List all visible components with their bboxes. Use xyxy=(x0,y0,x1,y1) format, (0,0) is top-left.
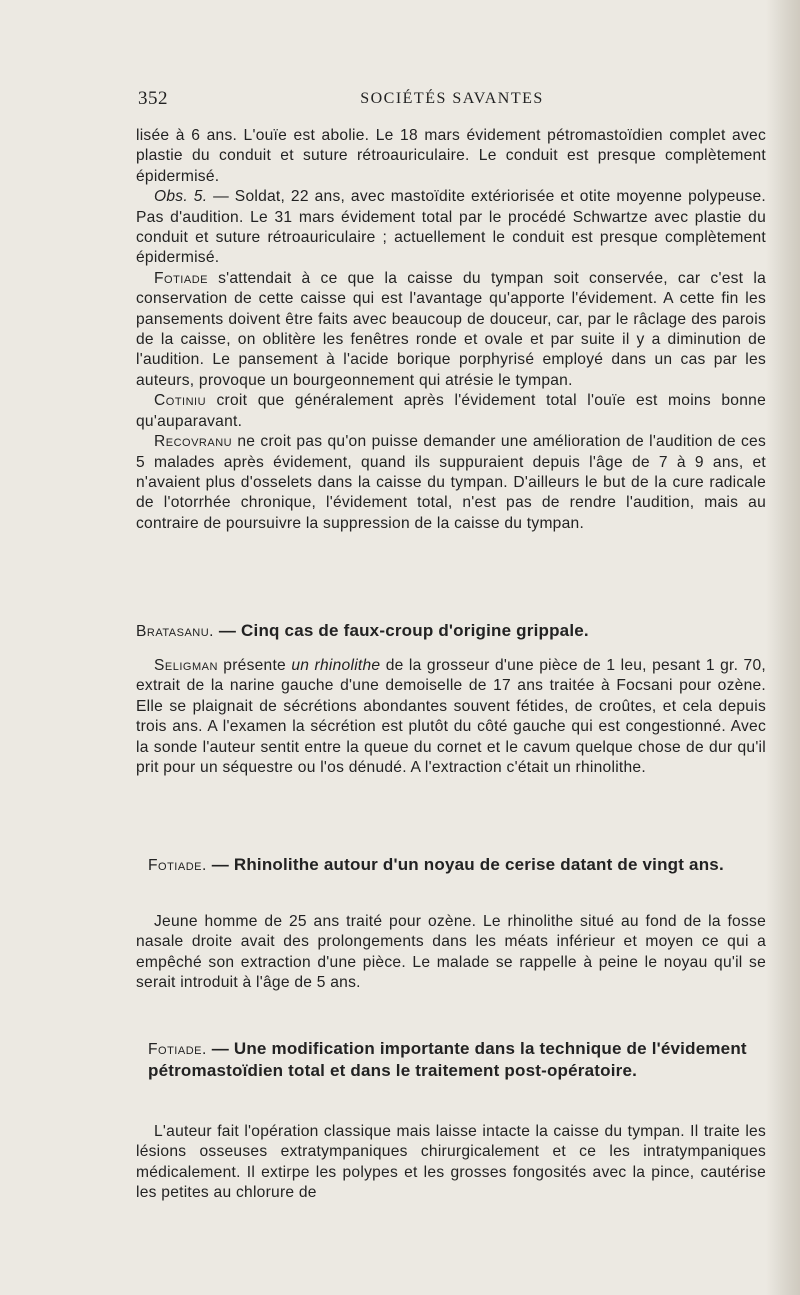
section-bratasanu xyxy=(136,620,766,642)
heading-author: Fotiade. xyxy=(148,857,207,874)
section-fotiade-technique xyxy=(136,1038,766,1082)
paragraph-recovranu-comment xyxy=(136,432,766,534)
obs-label: Obs. 5. xyxy=(154,188,208,206)
paragraph-seligman xyxy=(136,656,766,778)
author-name: Cotiniu xyxy=(154,392,207,410)
page-header xyxy=(138,88,766,112)
paragraph-case-continuation: lisée à 6 ans. L'ouïe est abolie. Le 18 mars évidement pétromastoïdien complet avec plastie du conduit et suture rétroauriculaire. Le conduit est presque complètement épidermisé. xyxy=(136,127,766,185)
section-heading xyxy=(136,1038,766,1082)
paragraph-italic: un rhinolithe xyxy=(291,657,381,674)
author-name: Recovranu xyxy=(154,433,233,451)
paragraph-case: Jeune homme de 25 ans traité pour ozène. Le rhinolithe situé au fond de la fosse nasale droite avait des prolongements dans les méats inférieur et moyen ce qui a empêché son extraction d'une pièce. Le malade se rappelle à peine le noyau qu'il se serait introduit à l'âge de 5 ans. xyxy=(136,913,766,992)
author-name: Fotiade xyxy=(154,269,208,287)
section-fotiade-case xyxy=(136,912,766,994)
heading-title: — Une modification importante dans la technique de l'évidement pétromastoïdien total et dans le traitement post-opératoire. xyxy=(148,1039,747,1080)
paragraph-text: de la grosseur d'une pièce de 1 leu, pesant 1 gr. 70, extrait de la narine gauche d'une demoiselle de 17 ans traitée à Focsani pour ozène. Elle se plaignait de sécrétions abondantes souvent fétides, de croûtes, et cela depuis trois ans. A l'examen la sécrétion est plutôt du côté gauche qui est congestionné. Avec la sonde l'auteur sentit entre la queue du cornet et le cavum quelque chose de dur qu'il prit pour un séquestre ou l'os dénudé. A l'extraction c'était un rhinolithe. xyxy=(136,657,766,777)
running-title: SOCIÉTÉS SAVANTES xyxy=(360,90,544,107)
paragraph-text: croit que généralement après l'évidement total l'ouïe est moins bonne qu'auparavant. xyxy=(136,392,766,430)
page-number: 352 xyxy=(138,88,168,109)
paragraph-fotiade-comment xyxy=(136,269,766,391)
section-technique-text xyxy=(136,1122,766,1204)
page-edge-shadow xyxy=(766,0,800,1295)
heading-title: — Rhinolithe autour d'un noyau de cerise datant de vingt ans. xyxy=(206,855,724,874)
paragraph-obs-5 xyxy=(136,187,766,269)
heading-author: Bratasanu. xyxy=(136,623,214,640)
heading-author: Fotiade. xyxy=(148,1041,207,1058)
paragraph-text: présente xyxy=(217,657,292,674)
paragraph-cotiniu-comment xyxy=(136,391,766,432)
section-heading xyxy=(136,620,766,642)
obs-text: — Soldat, 22 ans, avec mastoïdite extériorisée et otite moyenne polypeuse. Pas d'audition. Le 31 mars évidement total par le procédé Schwartze avec plastie du conduit et suture rétroauriculaire ; actuellement le conduit est presque complètement épidermisé. xyxy=(136,188,766,267)
section-seligman xyxy=(136,656,766,778)
paragraph-technique: L'auteur fait l'opération classique mais laisse intacte la caisse du tympan. Il traite les lésions osseuses extratympaniques chirurgicalement et ce les intratympaniques médicalement. Il extirpe les polypes et les grosses fongosités avec la pince, cautérise les petites au chlorure de xyxy=(136,1123,766,1202)
paragraph-text: ne croit pas qu'on puisse demander une amélioration de l'audition de ces 5 malades après évidement, quand ils suppuraient depuis l'âge de 7 à 9 ans, et n'avaient plus d'osselets dans la caisse du tympan. D'ailleurs le but de la cure radicale de l'otorrhée chronique, l'évidement total, n'est pas de rendre l'audition, mais au contraire de poursuivre la suppression de la caisse du tympan. xyxy=(136,433,766,532)
paragraph-text: s'attendait à ce que la caisse du tympan soit conservée, car c'est la conservation de cette caisse qui est l'avantage qu'apporte l'évidement. A cette fin les pansements doivent être faits avec beaucoup de douceur, car, par le râclage des parois de la caisse, on oblitère les fenêtres ronde et ovale et par suite il y a diminution de l'audition. Le pansement à l'acide borique porphyrisé employé dans un cas par les auteurs, provoque un bourgeonnement qui atrésie le tympan. xyxy=(136,269,766,389)
section-fotiade-rhinolithe xyxy=(136,854,766,876)
section-heading xyxy=(136,854,766,876)
author-name: Seligman xyxy=(154,657,218,674)
heading-title: — Cinq cas de faux-croup d'origine grippale. xyxy=(214,621,589,640)
section-otology-discussion xyxy=(136,126,766,534)
